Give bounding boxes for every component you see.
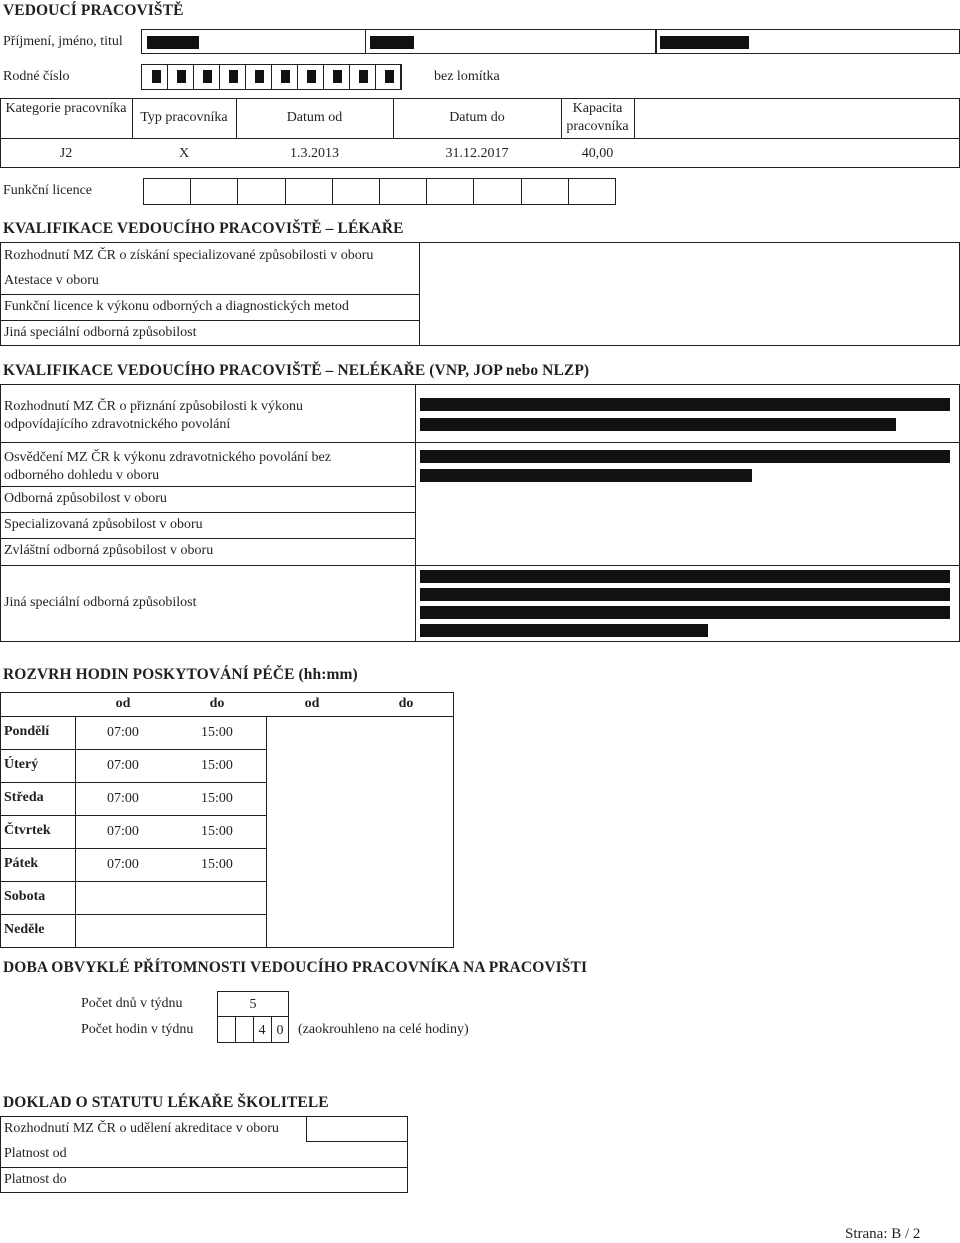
redaction — [333, 70, 342, 83]
section-title-schedule: ROZVRH HODIN POSKYTOVÁNÍ PÉČE (hh:mm) — [3, 666, 358, 683]
col-date-to: Datum do — [449, 110, 505, 125]
divider — [0, 848, 266, 849]
nondoctor-row-other: Jiná speciální odborná způsobilost — [4, 595, 197, 610]
divider — [419, 242, 420, 346]
schedule-to[interactable]: 15:00 — [201, 725, 233, 740]
redaction — [420, 469, 752, 482]
func-license-cell[interactable] — [568, 178, 616, 205]
divider — [0, 538, 415, 539]
section-title-head: VEDOUCÍ PRACOVIŠTĚ — [3, 2, 184, 19]
divider — [306, 1116, 307, 1141]
sched-header-to-1: do — [209, 696, 225, 711]
redaction — [359, 70, 368, 83]
schedule-day: Sobota — [4, 889, 46, 904]
nondoctor-row-professional: Odborná způsobilost v oboru — [4, 491, 167, 506]
func-license-cell[interactable] — [237, 178, 285, 205]
birth-digit-cell[interactable] — [349, 64, 376, 90]
divider — [0, 749, 266, 750]
divider — [0, 138, 960, 139]
func-license-cell[interactable] — [379, 178, 427, 205]
trainer-row-accreditation: Rozhodnutí MZ ČR o udělení akreditace v oboru — [4, 1121, 279, 1136]
sched-header-from-1: od — [115, 696, 131, 711]
name-label: Příjmení, jméno, titul — [3, 34, 123, 49]
val-date-from: 1.3.2013 — [290, 146, 339, 161]
redaction — [307, 70, 316, 83]
trainer-row-valid-from: Platnost od — [4, 1146, 67, 1161]
birth-digit-cell[interactable] — [167, 64, 194, 90]
hours-digit-tens: 4 — [258, 1023, 266, 1038]
redaction — [420, 624, 708, 637]
doctor-row-attestation: Atestace v oboru — [4, 273, 99, 288]
redaction — [177, 70, 186, 83]
divider — [0, 565, 960, 566]
schedule-day: Úterý — [4, 757, 39, 772]
redaction — [281, 70, 290, 83]
redaction — [420, 450, 950, 463]
hours-per-week-label: Počet hodin v týdnu — [81, 1022, 194, 1037]
val-date-to: 31.12.2017 — [445, 146, 509, 161]
val-category: J2 — [59, 146, 73, 161]
birth-number-label: Rodné číslo — [3, 69, 70, 84]
section-title-nondoctor: KVALIFIKACE VEDOUCÍHO PRACOVIŠTĚ – NELÉKAŘE (VNP, JOP nebo NLZP) — [3, 362, 590, 379]
nondoctor-row-special: Zvláštní odborná způsobilost v oboru — [4, 543, 214, 558]
divider — [0, 716, 454, 717]
func-license-cell[interactable] — [473, 178, 521, 205]
birth-digit-cell[interactable] — [219, 64, 246, 90]
title-field[interactable] — [656, 29, 960, 54]
divider — [0, 512, 415, 513]
trainer-row-valid-to: Platnost do — [4, 1172, 67, 1187]
divider — [634, 98, 635, 138]
col-type: Typ pracovníka — [140, 110, 228, 125]
hours-rounding-note: (zaokrouhleno na celé hodiny) — [298, 1022, 469, 1037]
birth-digit-cell[interactable] — [297, 64, 324, 90]
func-license-cell[interactable] — [190, 178, 238, 205]
redaction — [420, 418, 896, 431]
divider — [0, 442, 960, 443]
schedule-from[interactable]: 07:00 — [107, 824, 139, 839]
func-license-cell[interactable] — [332, 178, 380, 205]
birth-digit-cell[interactable] — [245, 64, 272, 90]
divider — [0, 815, 266, 816]
schedule-from[interactable]: 07:00 — [107, 791, 139, 806]
schedule-from[interactable]: 07:00 — [107, 758, 139, 773]
section-title-doctor: KVALIFIKACE VEDOUCÍHO PRACOVIŠTĚ – LÉKAŘE — [3, 220, 404, 237]
divider — [75, 716, 76, 947]
days-per-week-value: 5 — [249, 997, 257, 1012]
surname-field[interactable] — [141, 29, 366, 54]
redaction — [370, 36, 414, 49]
section-title-trainer: DOKLAD O STATUTU LÉKAŘE ŠKOLITELE — [3, 1094, 329, 1111]
divider — [0, 914, 266, 915]
doctor-row-other: Jiná speciální odborná způsobilost — [4, 325, 197, 340]
firstname-field[interactable] — [365, 29, 656, 54]
schedule-day: Pátek — [4, 856, 39, 871]
schedule-day: Pondělí — [4, 724, 50, 739]
redaction — [420, 570, 950, 583]
birth-digit-cell[interactable] — [323, 64, 350, 90]
schedule-to[interactable]: 15:00 — [201, 857, 233, 872]
birth-digit-cell[interactable] — [193, 64, 220, 90]
col-date-from: Datum od — [286, 110, 343, 125]
no-slash-note: bez lomítka — [434, 69, 500, 84]
func-license-cell[interactable] — [426, 178, 474, 205]
val-type: X — [178, 146, 190, 161]
col-capacity: Kapacita pracovníka — [566, 101, 629, 134]
divider — [266, 716, 267, 947]
divider — [0, 782, 266, 783]
val-capacity: 40,00 — [581, 146, 614, 161]
page-number: Strana: B / 2 — [845, 1226, 921, 1242]
schedule-to[interactable]: 15:00 — [201, 824, 233, 839]
redaction — [152, 70, 161, 83]
divider — [0, 1167, 408, 1168]
redaction — [660, 36, 749, 49]
col-category: Kategorie pracovníka — [5, 101, 127, 116]
birth-digit-cell[interactable] — [375, 64, 402, 90]
redaction — [203, 70, 212, 83]
redaction — [385, 70, 394, 83]
func-license-cell[interactable] — [143, 178, 191, 205]
func-license-cell[interactable] — [521, 178, 569, 205]
schedule-from[interactable]: 07:00 — [107, 857, 139, 872]
hours-digit-ones: 0 — [276, 1023, 284, 1038]
divider — [0, 294, 419, 295]
redaction — [420, 398, 950, 411]
divider — [415, 384, 416, 642]
schedule-from[interactable]: 07:00 — [107, 725, 139, 740]
birth-digit-cell[interactable] — [141, 64, 168, 90]
redaction — [420, 606, 950, 619]
schedule-day: Neděle — [4, 922, 45, 937]
schedule-day: Čtvrtek — [4, 823, 51, 838]
divider — [0, 320, 419, 321]
doctor-row-func-license: Funkční licence k výkonu odborných a diagnostických metod — [4, 299, 349, 314]
schedule-to[interactable]: 15:00 — [201, 791, 233, 806]
nondoctor-row-recognition: Rozhodnutí MZ ČR o přiznání způsobilosti k výkonu odpovídajícího zdravotnického povolání — [4, 399, 304, 432]
section-title-presence: DOBA OBVYKLÉ PŘÍTOMNOSTI VEDOUCÍHO PRACOVNÍKA NA PRACOVIŠTI — [3, 959, 588, 976]
nondoctor-row-certificate: Osvědčení MZ ČR k výkonu zdravotnického povolání bez odborného dohledu v oboru — [4, 450, 331, 483]
nondoctor-row-specialized: Specializovaná způsobilost v oboru — [4, 517, 203, 532]
divider — [0, 881, 266, 882]
schedule-day: Středa — [4, 790, 44, 805]
divider — [235, 1016, 236, 1043]
schedule-to[interactable]: 15:00 — [201, 758, 233, 773]
birth-digit-cell[interactable] — [271, 64, 298, 90]
doctor-row-specialization: Rozhodnutí MZ ČR o získání specializované způsobilosti v oboru — [4, 248, 374, 263]
redaction — [229, 70, 238, 83]
sched-header-to-2: do — [398, 696, 414, 711]
func-license-cell[interactable] — [285, 178, 333, 205]
redaction — [147, 36, 199, 49]
divider — [306, 1141, 408, 1142]
redaction — [420, 588, 950, 601]
days-per-week-label: Počet dnů v týdnu — [81, 996, 183, 1011]
divider — [0, 486, 415, 487]
redaction — [255, 70, 264, 83]
sched-header-from-2: od — [304, 696, 320, 711]
func-license-label: Funkční licence — [3, 183, 93, 198]
